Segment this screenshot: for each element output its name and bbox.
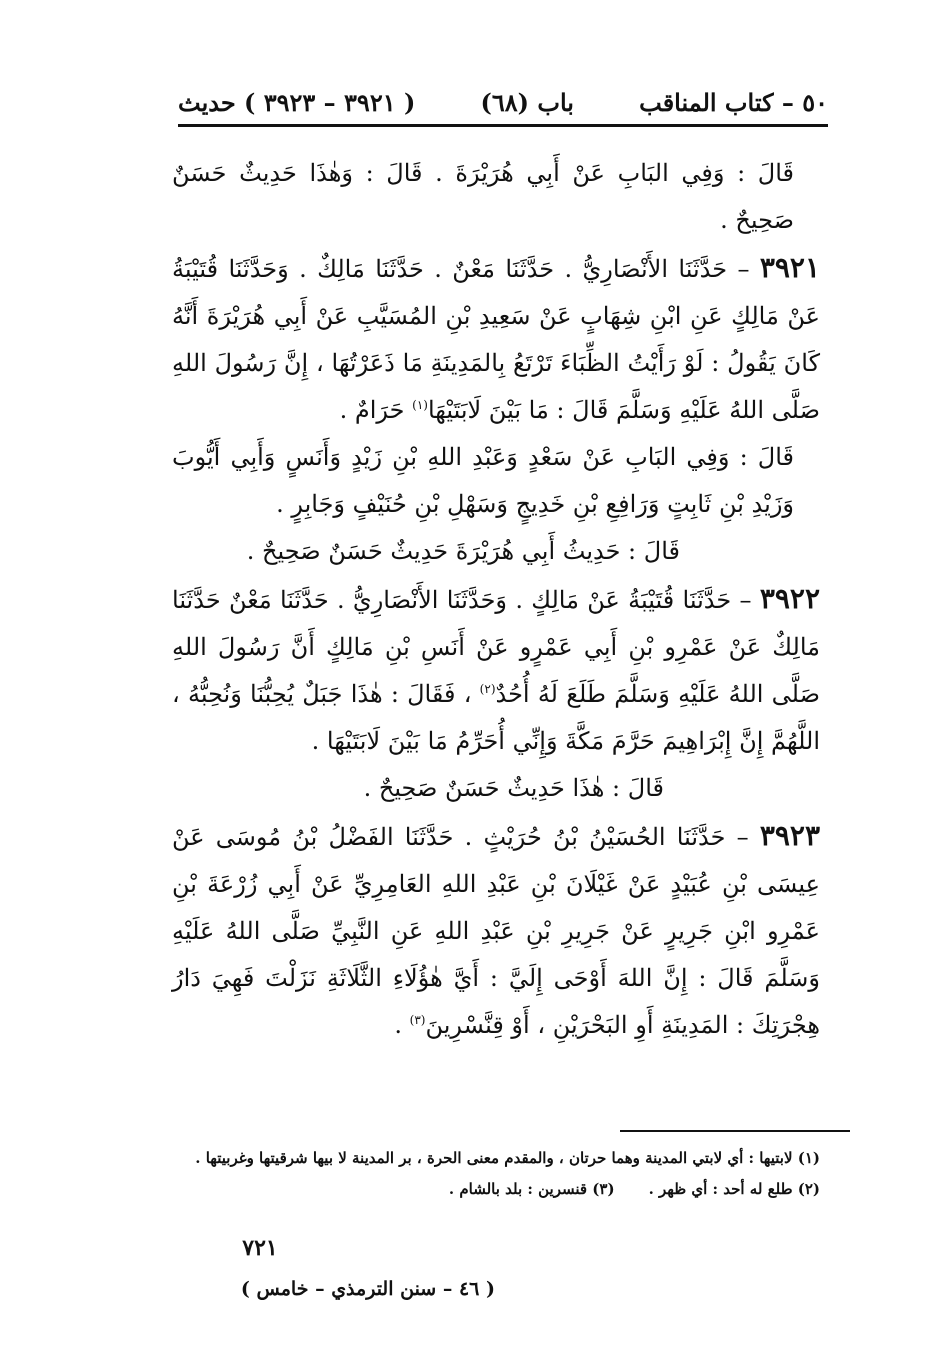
page-body <box>172 150 820 1049</box>
comment-paragraph: قَالَ : حَدِيثُ أَبِي هُرَيْرَةَ حَدِيثٌ حَسَنٌ صَحِيحٌ . <box>246 537 680 565</box>
footnote-marker[interactable]: (٣) <box>409 1013 426 1027</box>
hadith-text-end: . <box>394 1011 410 1039</box>
hadith-number: ٣٩٢٣ <box>759 819 820 852</box>
footnote-marker[interactable]: (٢) <box>479 682 496 696</box>
header-hadith-range: ( ٣٩٢١ – ٣٩٢٣ ) حديث <box>178 87 416 117</box>
hadith-3923 <box>172 812 820 1049</box>
footnotes <box>190 1143 820 1205</box>
footnote-rule <box>620 1130 850 1132</box>
running-header <box>178 82 828 122</box>
header-chapter: ٥٠ – كتاب المناقب <box>639 87 828 117</box>
hadith-text: – حَدَّثَنَا الحُسَيْنُ بْنُ حُرَيْثٍ . حَدَّثَنَا الفَضْلُ بْنُ مُوسَى عَنْ عِيسَى بْنِ عُبَيْدٍ عَنْ غَيْلَانَ بْنِ عَبْدِ اللهِ العَامِرِيِّ عَنْ أَبِي زُرْعَةَ بْنِ عَمْرِو ابْنِ جَرِيرٍ عَنْ جَرِيرِ بْنِ عَبْدِ اللهِ عَنِ النَّبِيِّ صَلَّى اللهُ عَلَيْهِ وَسَلَّمَ قَالَ : إِنَّ اللهَ أَوْحَى إِلَيَّ : أَيَّ هٰؤُلَاءِ الثَّلَاثَةِ نَزَلْتَ فَهِيَ دَارُ هِجْرَتِكَ : المَدِينَةِ أَوِ البَحْرَيْنِ ، أَوْ قِنَّسْرِينَ <box>172 823 820 1039</box>
page-number: ٧٢١ <box>242 1235 278 1261</box>
hadith-text-end: ، فَقَالَ : هٰذَا جَبَلٌ يُحِبُّنَا وَنُحِبُّهُ ، اللَّهُمَّ إِنَّ إِبْرَاهِيمَ حَرَّمَ مَكَّةَ وَإِنِّي أُحَرِّمُ مَا بَيْنَ لَابَتَيْهَا . <box>172 680 820 755</box>
footnote-2: (٢) طلع له أحد : أي ظهر . <box>648 1180 820 1198</box>
footnote-row-2 <box>190 1174 820 1205</box>
volume-signature: ( ٤٦ – سنن الترمذي – خامس ) <box>240 1278 495 1300</box>
footnote-3: (٣) قنسرين : بلد بالشام . <box>448 1180 615 1198</box>
comment-paragraph: قَالَ : هٰذَا حَدِيثٌ حَسَنٌ صَحِيحٌ . <box>363 774 664 802</box>
comment-paragraph: قَالَ : وَفِي البَابِ عَنْ أَبِي هُرَيْرَةَ . قَالَ : وَهٰذَا حَدِيثٌ حَسَنٌ صَحِيحٌ . <box>172 159 794 234</box>
hadith-text: – حَدَّثَنَا قُتَيْبَةُ عَنْ مَالِكٍ . وَحَدَّثَنَا الأَنْصَارِيُّ . حَدَّثَنَا مَعْنٌ حَدَّثَنَا مَالِكٌ عَنْ عَمْرِو بْنِ أَبِي عَمْرٍو عَنْ أَنَسِ بْنِ مَالِكٍ أَنَّ رَسُولَ اللهِ صَلَّى اللهُ عَلَيْهِ وَسَلَّمَ طَلَعَ لَهُ أُحُدٌ <box>172 586 820 708</box>
hadith-number: ٣٩٢١ <box>759 251 820 284</box>
hadith-3921 <box>172 244 820 434</box>
header-rule <box>178 124 828 127</box>
footnote-1: (١) لابتيها : أي لابتي المدينة وهما حرتان ، والمقدم معنى الحرة ، بر المدينة لا بيها شرقيتها وغربيتها . <box>195 1149 820 1167</box>
hadith-text-end: حَرَامٌ . <box>339 396 413 424</box>
hadith-3922 <box>172 575 820 765</box>
footnote-marker[interactable]: (١) <box>412 398 428 412</box>
hadith-text: – حَدَّثَنَا الأَنْصَارِيُّ . حَدَّثَنَا مَعْنٌ . حَدَّثَنَا مَالِكٌ . وَحَدَّثَنَا قُتَيْبَةُ عَنْ مَالِكٍ عَنِ ابْنِ شِهَابٍ عَنْ سَعِيدِ بْنِ المُسَيَّبِ عَنْ أَبِي هُرَيْرَةَ أَنَّهُ كَانَ يَقُولُ : لَوْ رَأَيْتُ الظِّبَاءَ تَرْتَعُ بِالمَدِينَةِ مَا ذَعَرْتُهَا ، إِنَّ رَسُولَ اللهِ صَلَّى اللهُ عَلَيْهِ وَسَلَّمَ قَالَ : مَا بَيْنَ لَابَتَيْهَا <box>172 255 820 424</box>
hadith-number: ٣٩٢٢ <box>759 582 820 615</box>
header-section: باب (٦٨) <box>480 87 574 117</box>
comment-paragraph: قَالَ : وَفِي البَابِ عَنْ سَعْدٍ وَعَبْدِ اللهِ بْنِ زَيْدٍ وَأَنَسٍ وَأَبِي أَيُّوبَ وَزَيْدِ بْنِ ثَابِتٍ وَرَافِعِ بْنِ خَدِيجٍ وَسَهْلِ بْنِ حُنَيْفٍ وَجَابِرٍ . <box>172 443 794 518</box>
